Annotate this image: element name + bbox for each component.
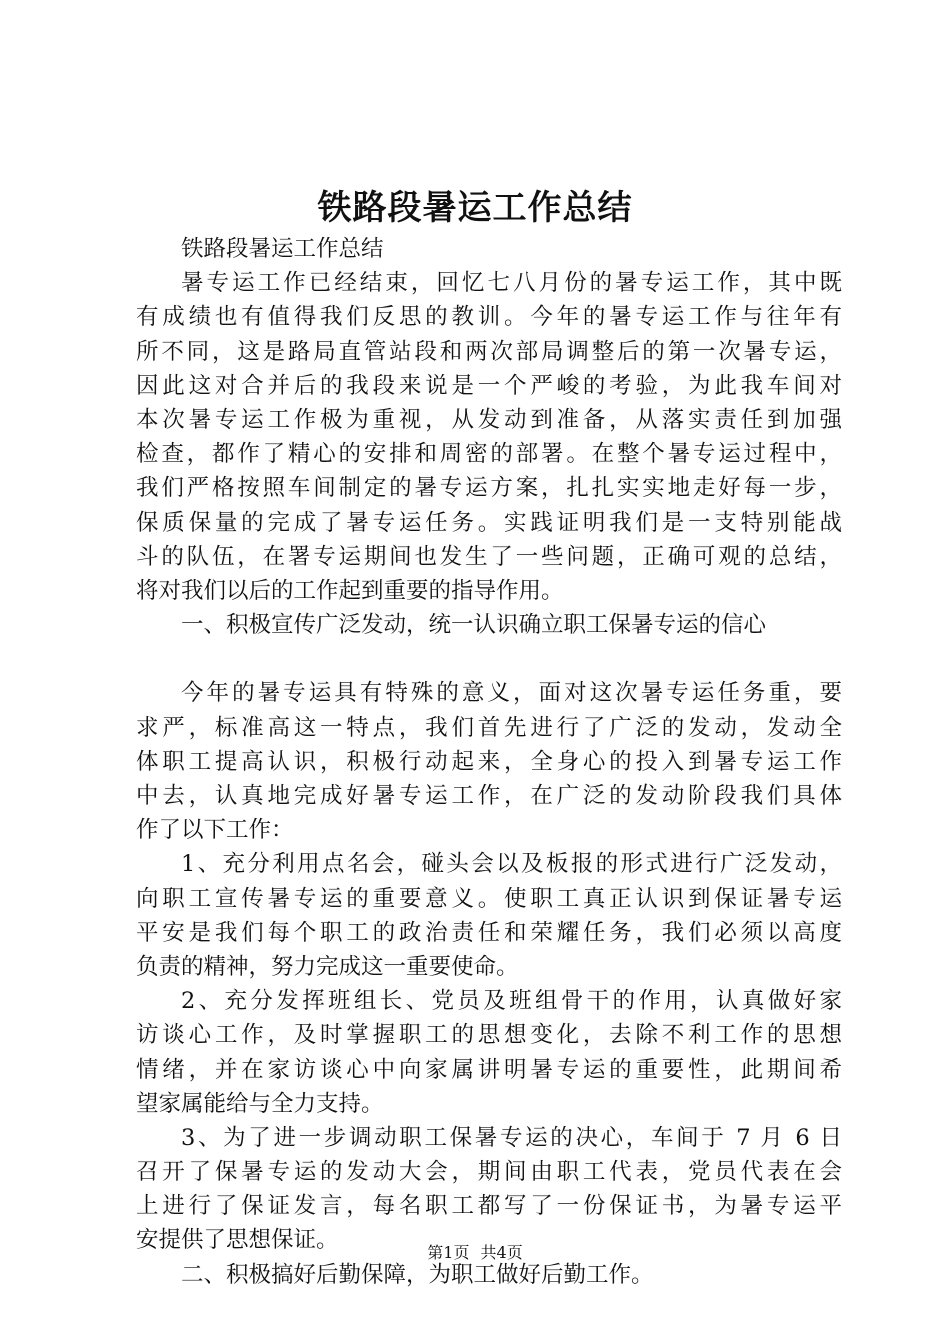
text-line: 访谈心工作，及时掌握职工的思想变化，去除不利工作的思想 [136,1022,842,1049]
text-line: 安提供了思想保证。 [136,1227,339,1254]
text-line: 一、积极宣传广泛发动，统一认识确立职工保暑专运的信心 [181,612,767,639]
document-title: 铁路段暑运工作总结 [317,188,633,228]
text-line: 暑专运工作已经结束，回忆七八月份的暑专运工作，其中既 [181,270,842,297]
text-line: 我们严格按照车间制定的暑专运方案，扎扎实实地走好每一步， [136,475,842,502]
text-line: 作了以下工作： [136,817,294,844]
text-line: 斗的队伍，在署专运期间也发生了一些问题，正确可观的总结， [136,543,842,570]
text-line: 二、积极搞好后勤保障，为职工做好后勤工作。 [181,1261,654,1288]
text-line: 2、充分发挥班组长、党员及班组骨干的作用，认真做好家 [181,988,842,1015]
text-line: 因此这对合并后的我段来说是一个严峻的考验，为此我车间对 [136,372,842,399]
text-line: 将对我们以后的工作起到重要的指导作用。 [136,577,564,604]
blank-line [136,642,842,676]
text-line: 平安是我们每个职工的政治责任和荣耀任务，我们必须以高度 [136,919,842,946]
page-number: 第1页 [427,1243,470,1262]
text-line: 有成绩也有值得我们反思的教训。今年的暑专运工作与往年有 [136,304,842,331]
page-footer [0,1242,950,1264]
text-line: 今年的暑专运具有特殊的意义，面对这次暑专运任务重，要 [181,680,842,707]
text-line: 保质保量的完成了暑专运任务。实践证明我们是一支特别能战 [136,509,842,536]
text-line: 中去，认真地完成好暑专运工作，在广泛的发动阶段我们具体 [136,783,842,809]
text-line: 望家属能给与全力支持。 [136,1090,384,1117]
text-line: 召开了保暑专运的发动大会，期间由职工代表，党员代表在会 [136,1159,842,1186]
text-line: 铁路段暑运工作总结 [181,236,384,262]
text-line: 检查，都作了精心的安排和周密的部署。在整个暑专运过程中， [136,441,842,468]
text-line: 求严，标准高这一特点，我们首先进行了广泛的发动，发动全 [136,714,842,741]
text-line: 1、充分利用点名会，碰头会以及板报的形式进行广泛发动， [181,851,842,878]
text-line: 向职工宣传暑专运的重要意义。使职工真正认识到保证暑专运 [136,885,842,912]
text-line: 3、为了进一步调动职工保暑专运的决心，车间于 7 月 6 日 [181,1124,842,1151]
text-line: 体职工提高认识，积极行动起来，全身心的投入到暑专运工作 [136,748,842,775]
page-total: 共4页 [480,1243,523,1262]
text-line: 情绪，并在家访谈心中向家属讲明暑专运的重要性，此期间希 [136,1056,842,1083]
text-line: 所不同，这是路局直管站段和两次部局调整后的第一次暑专运， [136,338,842,365]
text-line: 负责的精神，努力完成这一重要使命。 [136,953,519,980]
text-line: 上进行了保证发言，每名职工都写了一份保证书，为暑专运平 [136,1193,842,1220]
document-body [136,232,842,1292]
text-line: 本次暑专运工作极为重视，从发动到准备，从落实责任到加强 [136,406,842,433]
